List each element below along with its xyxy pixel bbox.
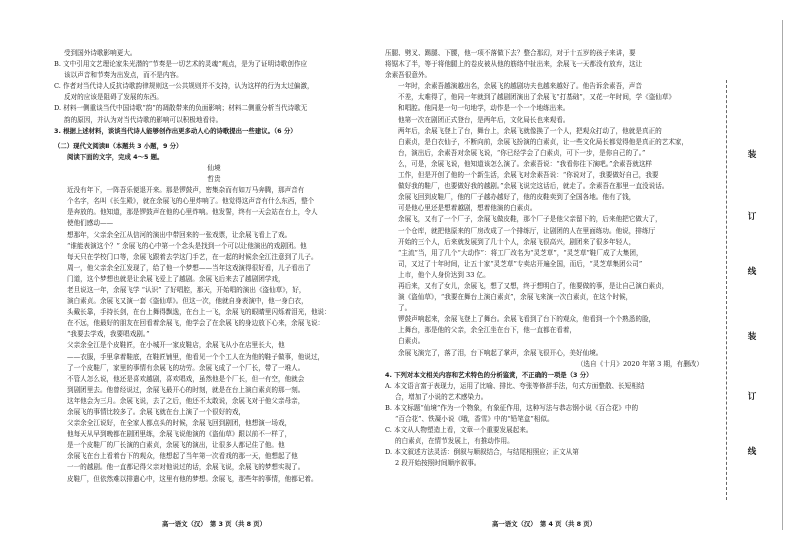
page-3-footer: 高一语文（汉） 第 3 页（共 8 页） (161, 520, 267, 528)
page3-line: 近没有年下，一阵吾乐便退开来。那是锣鼓声，密集杂而有如万马奔腾，那声音有 (67, 186, 305, 195)
binding-label-3: 线 (747, 267, 757, 277)
page3-line: 到剧团里去。他曾经说过，余展飞最开心的时刻，就是在台上演白素贞的那一刻。 (67, 385, 305, 394)
page4-line: 再后来，又有了女儿，余展飞，想了又想，终于想明白了，他要做的事，是让自己演白素贞， (398, 281, 669, 290)
binding-label-5: 订 (747, 392, 757, 402)
page4-line: 余展飞回到皮鞋厂，他的厂子越办越好了，他的皮鞋卖到了全国各地。他有了钱， (398, 193, 636, 202)
page4-line: 司，又过了十年时间，让五十家“灵芝草”专卖店开遍全国，而后，“灵芝草集团公司” (398, 259, 643, 268)
page4-line: C. 本文从人物塑造上看，文章一个重要发展起来。 (385, 426, 533, 435)
page3-line: 该以声音和节奏为出发点，而不是内容。 (64, 71, 183, 80)
page3-line: （二）现代文阅读Ⅱ（本题共 3 小题，9 分） (54, 141, 183, 150)
page4-line: 锣鼓声响起来，余展飞登上了舞台。余展飞看到了台下的观众，他看到一个个熟悉的脸， (398, 315, 656, 324)
page3-line: 韵的原因，并认为对当代诗歌的影响可以积极地看待。 (64, 115, 223, 124)
page-3 (54, 0, 374, 550)
page4-line: 2 段开始按照时间顺序叙事。 (395, 459, 481, 468)
page3-line: “我要去学戏，我要唱戏剧。” (67, 330, 150, 339)
page4-line: 不差，太难得了，他同一年就到了越剧团演出了余展飞“打基础”，又花一年时间，学《盗仙草》 (398, 93, 676, 102)
page4-line: 余展飞演完了，落了泪，台下响起了掌声，余展飞很开心，美好仙境。 (398, 348, 603, 357)
page-edge-line (782, 20, 783, 530)
page4-line: 将锯木了半，等于将他腿上的卷皮被从他的筋络中扯出来，余展飞一天都没有放弃，这让 (385, 60, 643, 69)
page3-line: 个名字，名叫《长生殿》，就在余展飞的心里炸响了。他觉得这声音有什么东西，整个 (67, 197, 315, 206)
page4-line: A. 本文语言富于表现力，运用了比喻、排比、夸张等修辞手法，句式方面整散、长短相结 (385, 381, 645, 390)
page4-line: 了。 (398, 304, 412, 313)
page4-line: 合，增加了小说的艺术感染力。 (395, 392, 488, 401)
page3-line: 这年他会为三月。余展飞说，去了之后，他还不太敢说，余展飞对于他父亲母亲， (67, 396, 305, 405)
page4-line: 白素贞，是白衣仙子，不断向前，余展飞扮演的白素贞，让一些文化局长都觉得他是真正的艺术家， (398, 137, 689, 146)
page4-line: 一个仓库，就把他原来的厂房改成了一个排练厅，让剧团的人在里面练功。他说，排练厅 (398, 226, 656, 235)
page4-line: 两年后，余展飞登上了台，舞台上，余展飞就像换了一个人，把观众打动了，他就是真正的 (398, 126, 662, 135)
page4-line: 可是他心里还是想着越剧，想着他演的白素贞。 (398, 204, 537, 213)
page4-line: 台，演出后，余素吾对余展飞说，“你已经学会了白素贞，可下一步，是你自己的了。” (398, 148, 646, 157)
page4-line: 余展飞，又有了一个厂子，余展飞做皮鞋，那个厂子是他父亲留下的，后来他把它做大了， (398, 215, 662, 224)
page4-line: 的白素贞，在情节发展上，有推动作用。 (395, 437, 514, 446)
page3-line: ——衣服，手里拿着鞋底，在鞋匠铺里，他看见一个个工人在为他的鞋子做事，他说过， (67, 352, 325, 361)
page3-line: 反对的应该是阻碍了发展的东西。 (64, 93, 163, 102)
page3-line: 是一个皮鞋厂的厂长演的白素贞，余展飞的演出，让很多人都记住了他。他 (67, 441, 285, 450)
page-3-text (54, 48, 374, 485)
page3-line: D. 材料一侧重谈当代中国诗歌“韵”的凋散带来的负面影响；材料二侧重分析当代诗歌无 (54, 104, 308, 113)
binding-label-2: 订 (747, 212, 757, 222)
page4-line: 开始的三个人，后来就发展到了几十个人，余展飞很高兴，剧团来了很多年轻人， (398, 237, 636, 246)
page4-line: 4. 下列对本文相关内容和艺术特色的分析鉴赏，不正确的一项是（3 分） (385, 370, 593, 379)
page3-line: 每天只在学校门口等，余展飞跟着去学这门手艺，在一起的时候余全江注意到了儿子。 (67, 252, 318, 261)
page3-line: “谁能表演这个？” 余展飞的心中第一个念头是找到一个可以让他演出的戏剧团。他 (67, 241, 307, 250)
page3-line: 想那年，父亲余全江从信河的演出中带回来的一张戏票，让余展飞看上了戏。 (67, 230, 292, 239)
page3-line: 不管人怎么说，他还是喜欢越剧，喜欢唱戏，虽然他是个厂长，但一有空，他就会 (67, 374, 305, 383)
page4-line: 么，可是，余展飞说，他知道该怎么演了。余素吾说：“我看你往下演吧。”余素吾就这样 (398, 159, 653, 168)
page4-line: （选自《十月》2020 年第 3 期，有删改） (576, 359, 703, 368)
page-4-text (385, 48, 703, 470)
page-4 (385, 0, 703, 550)
page4-line: 压腿、劈叉、踢腿、下腰，他一项不落做下去？整合那幻，对于十五岁的孩子来讲，要 (385, 49, 636, 57)
page4-line: 演《盗仙草》，“我要在舞台上演白素贞”，余展飞来演一次白素贞，在这个时候， (398, 293, 633, 302)
page3-line: B. 文中引用文艺理论家朱光潜的“节奏是一切艺术的灵魂”观点，是为了证明诗歌创作应 (54, 60, 308, 69)
page4-line: D. 本文叙述方法灵活：倒叙与顺叙结合，与结尾相照应；正文从第 (385, 448, 579, 457)
binding-label-4: 装 (747, 332, 757, 342)
page4-line: “主流”当，用了几个“大动作”：将工厂改名为“灵芝草”，“灵芝草”鞋厂成了大集团， (398, 248, 643, 257)
page3-line: 老旦说这一年，余展飞学 “认识” 了好唱腔，那天，开始唱的演出《盗仙草》，好， (67, 285, 306, 294)
page3-line: 头戴长靠，手持长剑，在台上舞得飘逸，在台上一飞，余展飞的眼睛里闪烁着泪光，他说： (67, 308, 331, 317)
page3-line: 了一个皮鞋厂，家里的事情有余展飞的功劳。余展飞成了一个厂长，带了一堆人。 (67, 363, 305, 372)
page4-line: “百合花”、铁凝小说《哦，香雪》中的“铅笔盒”相似。 (395, 415, 554, 424)
binding-label-6: 线 (747, 447, 757, 457)
page3-line: 父亲余全江说好，在全家人都点头的时候，余展飞回到剧团，他想演一场戏， (67, 419, 292, 428)
page4-line: 工作，但是开创了他的一个新生活，余展飞对余素吾说：“你说对了，我要做好自己，我要 (398, 171, 659, 180)
page4-line: 他第一次在剧团正式登台，是两年后，文化局长也来观看。 (398, 115, 570, 124)
page3-line: 哲贵 (207, 175, 221, 184)
page3-line: 余展飞的事情比较多了。余展飞就在台上演了一个很好的戏， (67, 408, 246, 416)
page-4-footer: 高一语文（汉） 第 4 页（共 8 页） (491, 520, 597, 528)
page4-line: 和唱腔。他同是一句一句地学，动作是一个一个地练出来。 (398, 104, 570, 113)
page4-line: B. 本文标题“仙境”作为一个物象，有象征作用，这种写法与恭志钢小说《百合花》中的 (385, 404, 639, 412)
page3-line: 受到国外诗歌影响更大。 (64, 49, 137, 57)
page3-line: 是奔放的。他知道，那是锣鼓声在他的心里炸响。他发誓，终有一天会站在台上，令人 (67, 208, 318, 217)
binding-label-1: 装 (747, 150, 757, 160)
page4-line: 做好我的鞋厂，也要做好我的越剧。”余展飞说完这话后，就走了。余素吾在那里一直没说话。 (398, 182, 669, 191)
page4-line: 上舞台，那是他的父亲，余全江坐在台下，他一直都在看着， (398, 326, 577, 335)
page3-line: C. 作者对当代诗人反抗诗歌韵律规则这一公共规则并不支持，认为这样的行为太过偏激， (54, 82, 314, 91)
page3-line: 使他们感动—— (67, 219, 114, 228)
page3-line: 周一，他父亲余全江发现了，给了他一个梦想——当年这戏演得很好看，儿子看出了 (67, 263, 311, 272)
page3-line: 演白素贞。余展飞又演一套《盗仙草》。但这一次，他就自身表演中，他一身白衣， (67, 297, 308, 306)
page3-line: 门道，这个梦想也就是让余展飞爱上了越剧。余展飞后来去了越剧团学戏， (67, 274, 285, 283)
page4-line: 余素吾很意外。 (385, 71, 432, 80)
page3-line: 3. 根据上述材料，谈谈当代诗人能够创作出更多动人心的诗歌提出一些建议。（6 分） (54, 126, 297, 135)
page3-line: 父亲余全江是个皮鞋匠，在小城开一家皮鞋店，余展飞从小在店里长大，他 (67, 341, 285, 350)
page3-line: 仙境 (207, 163, 221, 172)
binding-dashed-line (726, 80, 727, 500)
page4-line: 白素贞。 (398, 337, 425, 346)
page3-line: 他每天从早到晚都在剧团里练，余展飞说他演的《盗仙草》跟以前不一样了， (67, 430, 292, 439)
page4-line: 上市，他个人身价达到 33 亿。 (398, 270, 490, 279)
page3-line: 阅读下面的文字，完成 4～5 题。 (67, 152, 164, 161)
page4-line: 一年时，余素吾越演越出名，余展飞的越剧功夫也越来越好了。他告诉余素吾，声音 (398, 82, 642, 91)
page3-line: 一一的越剧。他一直都记得父亲对他说过的话，余展飞说，余展飞的梦想实现了。 (67, 463, 305, 472)
page3-line: 余展飞在台上看着台下的观众，他想起了当年第一次看戏的那一天，他想起了他 (67, 452, 298, 461)
page3-line: 皮鞋厂，但依然难以排遣心中，这里有他的梦想。余展飞，那些年的事情，他都记着。 (67, 474, 318, 483)
page3-line: 在不远，他最好的朋友在回看着余展飞，他学会了在余展飞的身边放下心来，余展飞说： (67, 319, 325, 328)
